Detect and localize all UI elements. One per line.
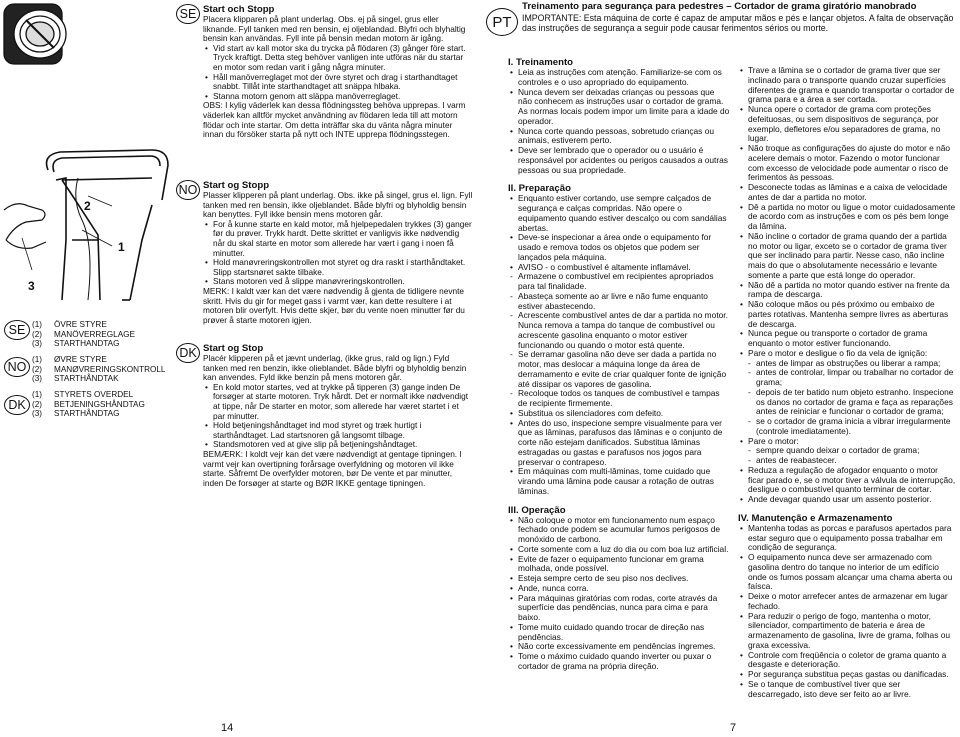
sub-list-item: - antes de controlar, limpar ou trabalhar no cortador de grama;	[748, 368, 956, 388]
list-item: • Desconecte todas as lâminas e a caixa de velocidade antes de dar a partida no motor.	[748, 183, 956, 203]
list-item: • Dê a partida no motor ou ligue o motor cuidadosamente de acordo com as instruções e com os pés bem longe da lâmina.	[748, 203, 956, 232]
list-item: • AVISO - o combustível é altamente inflamável.	[518, 263, 730, 273]
legend-row	[32, 409, 145, 419]
legend-text: STARTHANDTAG	[54, 339, 120, 348]
badge-no-legend: NO	[4, 357, 30, 377]
legend-text: ØVRE STYRE	[54, 355, 107, 364]
section-se	[203, 4, 473, 140]
sub-list-item: - Recoloque todos os tanques de combustível e tampas de recipiente firmemente.	[518, 389, 730, 409]
sub-list-item: - sempre quando deixar o cortador de grama;	[748, 446, 956, 456]
section-intro: Placér klipperen på et jævnt underlag, (ikke grus, rald og lign.) Fyld tanken med ren benzin, ikke olieblandet. Både blyfri og blyholdig benzin kan anvendes. Fyld ikke benzin på mens motoren går.	[203, 353, 467, 383]
badge-pt: PT	[486, 8, 518, 36]
legend-row	[32, 330, 135, 340]
legend-row	[32, 320, 135, 330]
sub-list-item: - antes de reabastecer.	[748, 456, 956, 466]
badge-dk: DK	[176, 343, 200, 363]
list-item: • Standsmotoren ved at give slip på betjeningshåndtaget.	[213, 440, 473, 450]
list-item: • Não corte excessivamente em pendências íngremes.	[518, 642, 730, 652]
legend-text: STARTHÅNDTAK	[54, 374, 119, 383]
sub-list-item: - antes de limpar as obstruções ou liberar a rampa;	[748, 359, 956, 369]
pt-header	[522, 2, 956, 33]
list-item: • Vid start av kall motor ska du trycka på flödaren (3) gånger före start. Tryck kraftigt. Detta steg behöver vanligen inte utföras när du startar en motor som redan varit i gång några minuter.	[213, 44, 473, 73]
list-item: • Deve ser lembrado que o operador ou o usuário é responsável por acidentes ou perigos causados a outras pessoas ou sua propriedade.	[518, 146, 730, 175]
pt-header-important: IMPORTANTE: Esta máquina de corte é capaz de amputar mãos e pés e lançar objetos. A falta de observação das instruções de segurança a seguir pode causar ferimentos sérios ou morte.	[522, 12, 954, 33]
legend-text: MANØVRERINGSKONTROLL	[54, 364, 166, 374]
legend-text: BETJENINGSHÅNDTAG	[54, 399, 145, 409]
list-item: • Stans motoren ved å slippe manøvreringskontrollen.	[213, 277, 473, 287]
legend-number: (3)	[32, 409, 43, 418]
badge-se: SE	[176, 4, 200, 24]
legend-number: (1)	[32, 390, 43, 399]
legend-text: ÖVRE STYRE	[54, 320, 107, 329]
section-intro: Plasser klipperen på plant underlag. Obs. ikke på singel, grus el. lign. Fyll tanken med ren bensin, ikke oljeblandet. Både blyfri og blyholdig bensin kan benyttes. Fyll ikke bensin mens motoren går.	[203, 190, 473, 220]
list-item: • Esteja sempre certo de seu piso nos declives.	[518, 574, 730, 584]
pt-column-2	[738, 66, 956, 699]
section-title: I. Treinamento	[508, 57, 574, 68]
note-paragraph: OBS: I kylig väderlek kan dessa flödningssteg behöva upprepas. I varm väderlek kan alltför mycket användning av flödaren leda till att motorn flödar och inte startar. Om detta inträffar ska du vänta några minuter innan du försöker starta på nytt och INTE upprepa flödningsstegen.	[203, 100, 466, 140]
bullet-list	[508, 68, 730, 175]
list-item: • Ande devagar quando usar um assento posterior.	[748, 495, 956, 505]
list-item: • Nunca corte quando pessoas, sobretudo crianças ou animais, estiverem perto.	[518, 127, 730, 147]
figure-label-1: 1	[118, 240, 125, 254]
list-item: • Para reduzir o perigo de fogo, mantenha o motor, silenciador, compartimento de bateria e área de armazenamento de gasolina, livre de grama, folhas ou graxa excessiva.	[748, 612, 956, 651]
sub-list-item: - Se derramar gasolina não deve ser dada a partida no motor, mas deslocar a máquina longe da área de derramamento e evite de criar qualquer fonte de ignição até dissipar os vapores de gasolina.	[518, 350, 730, 389]
legend-number: (1)	[32, 320, 43, 329]
list-item: • Corte somente com a luz do dia ou com boa luz artificial.	[518, 545, 730, 555]
pt-column-1	[508, 57, 730, 672]
legend-number: (2)	[32, 399, 43, 409]
bullet-list	[508, 516, 730, 672]
note-paragraph: BEMÆRK: I koldt vejr kan det være nødvendigt at gentage tipningen. I varmt vejr kan overtipning forårsage overfyldning og motoren vil ikke starte. Såfremt De overfylder motoren, bør De vente et par minutter, inden De forsøger at starte og BØR IKKE gentage tipningen.	[203, 448, 462, 488]
list-item: • Mantenha todas as porcas e parafusos apertados para estar seguro que o equipamento possa trabalhar em condição de segurança.	[748, 524, 956, 553]
list-item: • Tome o máximo cuidado quando inverter ou puxar o cortador de grama na própria direção.	[518, 652, 730, 672]
list-item: • Leia as instruções com atenção. Familiarize-se com os controles e o uso apropriado do equipamento.	[518, 68, 730, 88]
bullet-list	[203, 220, 473, 287]
legend-se	[32, 320, 135, 349]
list-item: • Não troque as configurações do ajuste do motor e não acelere demais o motor. Fazendo o motor funcionar com excesso de velocidade pode aumentar o risco de ferimentos às pessoas.	[748, 144, 956, 183]
list-item: • For å kunne starte en kald motor, må hjelpepedalen trykkes (3) ganger før du prøver. Trykk hardt. Dette skrittet er vanligvis ikke nødvendig når du skal starte en motor som allerede har vært i gang i noen få minutter.	[213, 220, 473, 258]
sub-list-item: - Abasteça somente ao ar livre e não fume enquanto estiver abastecendo.	[518, 292, 730, 312]
bullet-list	[203, 383, 473, 450]
list-item: • Trave a lâmina se o cortador de grama tiver que ser inclinado para o transporte quando cruzar superfícies diferentes de grama e quando transportar o cortador de grama para e a área a ser cortada.	[748, 66, 956, 105]
sub-list-item: - Armazene o combustível em recipientes apropriados para tal finalidade.	[518, 272, 730, 292]
list-item: • Não coloque mãos ou pés próximo ou embaixo de partes rotativas. Mantenha sempre livres as aberturas de descarga.	[748, 300, 956, 329]
legend-text: MANÖVERREGLAGE	[54, 329, 135, 339]
badge-no: NO	[176, 180, 200, 200]
legend-dk	[32, 390, 145, 419]
bullet-list	[738, 524, 956, 700]
legend-number: (3)	[32, 374, 43, 383]
legend-row	[32, 374, 165, 384]
bullet-list	[738, 66, 956, 505]
list-item: • Håll manöverreglaget mot der övre styret och drag i starthandtaget snabbt. Tillåt inte starthandtaget att snäppa hlbaka.	[213, 73, 473, 92]
legend-no	[32, 355, 165, 384]
section-dk	[203, 343, 473, 488]
section-title: Start og Stop	[203, 343, 264, 354]
list-item: • Hold betjeningshåndtaget ind mod styret og træk hurtigt i starthåndtaget. Lad startsnoren gå langsomt tilbage.	[213, 421, 473, 440]
list-item: • Reduza a regulação de afogador enquanto o motor ficar parado e, se o motor tiver a válvula de interrupção, desligue o combustível quanto terminar de cortar.	[748, 466, 956, 495]
legend-number: (2)	[32, 329, 43, 339]
page-number-right: 7	[730, 722, 737, 734]
list-item: • Enquanto estiver cortando, use sempre calçados de segurança e calças compridas. Não opere o equipamento quando estiver descalço ou com sandálias abertas.	[518, 194, 730, 233]
list-item: • Para máquinas giratórias com rodas, corte através da superfície das pendências, nunca para cima e para baixo.	[518, 594, 730, 623]
section-title: IV. Manutenção e Armazenamento	[738, 512, 893, 524]
legend-number: (3)	[32, 339, 43, 348]
legend-row	[32, 355, 165, 365]
sub-list-item: - Acrescente combustível antes de dar a partida no motor. Nunca remova a tampa do tanque de combustível ou acrescente gasolina enquanto o motor estiver funcionando ou quando o motor está quente.	[518, 311, 730, 350]
list-item: • Ande, nunca corra.	[518, 584, 730, 594]
list-item: • Hold manøvreringskontrollen mot styret og dra raskt i starthåndtaket. Slipp startsnøret sakte tilbake.	[213, 258, 473, 277]
legend-number: (1)	[32, 355, 43, 364]
list-item: • Não incline o cortador de grama quando der a partida no motor ou ligar, exceto se o cortador de grama tiver que ser inclinado para partir. Nesse caso, não incline mais do que o absolutamente necessário e levante somente a parte que está longe do operador.	[748, 232, 956, 281]
list-item: • Se o tanque de combustível tiver que ser descarregado, isto deve ser feito ao ar livre.	[748, 680, 956, 700]
section-intro: Placera klipparen på plant underlag. Obs. ej på singel, grus eller liknande. Fyll tanken med ren bensin, ej oljeblandad. Blyfri och blyhaltig bensin kan användas. Fyll inte på bensin medan motorn är igång.	[203, 14, 466, 44]
sub-list-item: - se o cortador de grama inicia a vibrar irregularmente (controle imediatamente).	[748, 417, 956, 437]
section-no	[203, 180, 473, 325]
list-item: • Stanna motorn genom att släppa manöverreglaget.	[213, 92, 473, 102]
sub-list-item: - depois de ter batido num objeto estranho. Inspecione os danos no cortador de grama e faça as reparações antes de reiniciar e funcionar o cortador de grama;	[748, 388, 956, 417]
legend-row	[32, 339, 135, 349]
pt-header-title: Treinamento para segurança para pedestres – Cortador de grama giratório manobrado	[522, 1, 917, 12]
note-paragraph: MERK: I kaldt vær kan det være nødvendig å gjenta de tidligere nevnte skritt. Hvis du gir for meget gass i varmt vær, kan dette resultere i at motoren blir overfylt. Hvis dette skjer, bør du vente noen minutter før du prøver å starte motoren igjen.	[203, 285, 465, 325]
list-item: • Antes do uso, inspecione sempre visualmente para ver que as lâminas, parafusos das lâminas e o conjunto de corte não estejam danificados. Substitua lâminas estragadas ou gastas e parafusos nos jogos para preservar o contrapeso.	[518, 419, 730, 468]
section-title: Start og Stopp	[203, 180, 270, 191]
list-item: • Pare o motor:	[748, 437, 956, 447]
handle-drawing	[4, 150, 168, 300]
list-item: • Não dê a partida no motor quando estiver na frente da rampa de descarga.	[748, 281, 956, 301]
mower-handle-illustration	[2, 0, 180, 310]
figure-label-2: 2	[84, 199, 91, 213]
list-item: • Nunca devem ser deixadas crianças ou pessoas que não conhecem as instruções usar o cortador de grama. As normas locais podem impor um limite para a idade do operador.	[518, 88, 730, 127]
list-item: • Nunca opere o cortador de grama com proteções defeituosas, ou sem dispositivos de segurança, por exemplo, defletores e/ou separadores de grama, no lugar.	[748, 105, 956, 144]
section-title: III. Operação	[508, 504, 566, 516]
list-item: • Tome muito cuidado quando trocar de direção nas pendências.	[518, 623, 730, 643]
list-item: • En kold motor startes, ved at trykke på tipperen (3) gange inden De forsøger at starte motoren. Tryk hårdt. Det er normalt ikke nødvendigt at tippe, når De starter en motor, som allerede har været startet i et par minutter.	[213, 383, 473, 421]
bullet-list	[203, 44, 473, 102]
legend-row	[32, 390, 145, 400]
list-item: • Evite de fazer o equipamento funcionar em grama molhada, onde possível.	[518, 555, 730, 575]
legend-number: (2)	[32, 364, 43, 374]
list-item: • Deve-se inspecionar a área onde o equipamento for usado e remova todos os objetos que podem ser lançados pela máquina.	[518, 233, 730, 262]
list-item: • Deixe o motor arrefecer antes de armazenar em lugar fechado.	[748, 592, 956, 612]
badge-dk-legend: DK	[4, 395, 30, 415]
bullet-list	[508, 194, 730, 496]
legend-text: STARTHÅNDTAG	[54, 409, 120, 418]
list-item: • Em máquinas com multi-lâminas, tome cuidado que virando uma lâmina pode causar a rotação de outras lâminas.	[518, 467, 730, 496]
list-item: • O equipamento nunca deve ser armazenado com gasolina dentro do tanque no interior de um edifício onde os fumos possam alcançar uma chama aberta ou faísca.	[748, 553, 956, 592]
list-item: • Por segurança substitua peças gastas ou danificadas.	[748, 670, 956, 680]
list-item: • Nunca pegue ou transporte o cortador de grama enquanto o motor estiver funcionando.	[748, 329, 956, 349]
list-item: • Pare o motor e desligue o fio da vela de ignição:	[748, 349, 956, 359]
badge-se-legend: SE	[4, 320, 30, 340]
legend-row	[32, 365, 165, 375]
legend-text: STYRETS OVERDEL	[54, 390, 134, 399]
list-item: • Controle com freqüência o coletor de grama quanto a desgaste e deterioração.	[748, 651, 956, 671]
list-item: • Substitua os silenciadores com defeito.	[518, 409, 730, 419]
section-title: Start och Stopp	[203, 4, 275, 15]
fuel-cap-drawing	[4, 4, 66, 64]
section-title: II. Preparação	[508, 183, 571, 195]
list-item: • Não coloque o motor em funcionamento num espaço fechado onde podem se acumular fumos perigosos de monóxido de carbono.	[518, 516, 730, 545]
legend-row	[32, 400, 145, 410]
page-number-left: 14	[221, 722, 234, 734]
figure-label-3: 3	[28, 279, 35, 293]
